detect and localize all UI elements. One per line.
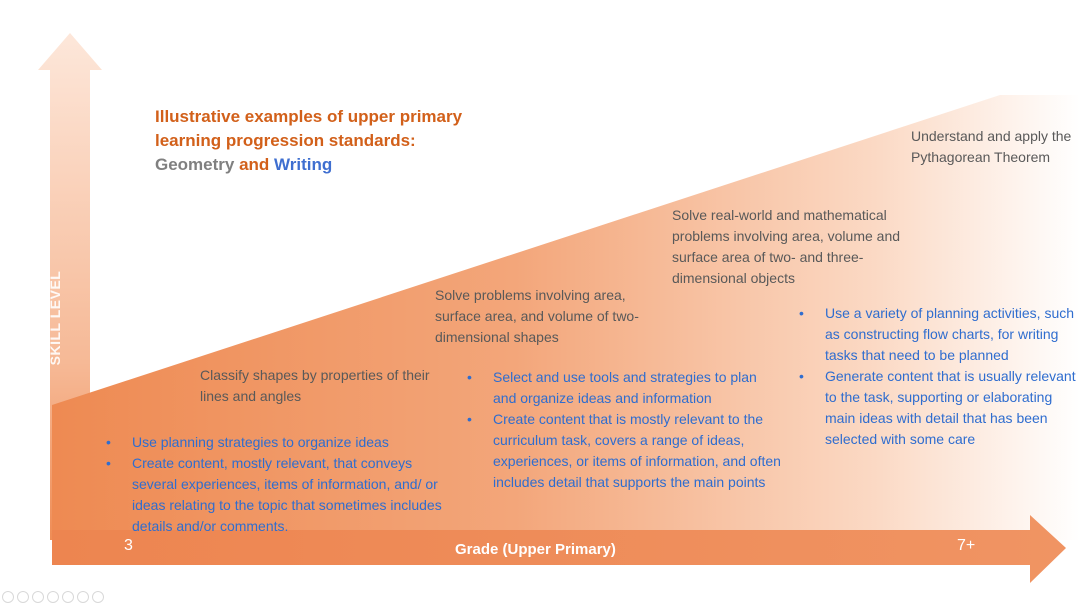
previous-slide-icon[interactable] xyxy=(2,591,14,603)
writing-standard-grade5-2: • Create content that is mostly relevant to the curriculum task, covers a range of ideas, experiences, or items of information, and often includes detail that supports the main points xyxy=(463,409,783,493)
writing-standard-grade7-2: • Generate content that is usually relevant to the task, supporting or elaborating main ideas with detail that has been selected with some care xyxy=(795,366,1077,450)
next-slide-icon[interactable] xyxy=(17,591,29,603)
title-writing: Writing xyxy=(274,155,333,174)
geometry-standard-2: Solve problems involving area, surface area, and volume of two-dimensional shapes xyxy=(435,287,639,345)
title-geometry: Geometry xyxy=(155,155,235,174)
writing-standards-grade5 xyxy=(463,367,783,493)
slide-controls xyxy=(2,591,104,603)
title-line-2: learning progression standards: xyxy=(155,131,416,150)
writing-standard-grade3-2: • Create content, mostly relevant, that conveys several experiences, items of information, and/ or ideas relating to the topic that sometimes includes details and/or comments. xyxy=(102,453,457,537)
title-line-3 xyxy=(155,153,462,177)
writing-standard-grade7-1: • Use a variety of planning activities, such as constructing flow charts, for writing tasks that need to be planned xyxy=(795,303,1077,366)
x-axis-label: Grade (Upper Primary) xyxy=(455,541,616,558)
title-line-1: Illustrative examples of upper primary xyxy=(155,107,463,126)
y-axis-label: SKILL LEVEL xyxy=(47,270,63,366)
writing-standards-grade7 xyxy=(795,303,1077,450)
grade-end-label: 7+ xyxy=(957,537,976,554)
geometry-standard-3: Solve real-world and mathematical problems involving area, volume and surface area of two- and three-dimensional objects xyxy=(672,207,901,286)
subtitle-icon[interactable] xyxy=(77,591,89,603)
grade-start-label: 3 xyxy=(124,537,133,554)
pen-icon[interactable] xyxy=(32,591,44,603)
writing-standard-grade3-1: • Use planning strategies to organize ideas xyxy=(102,432,457,453)
geometry-standard-4: Understand and apply the Pythagorean Theorem xyxy=(911,128,1072,165)
zoom-icon[interactable] xyxy=(62,591,74,603)
geometry-standard-1: Classify shapes by properties of their lines and angles xyxy=(200,367,430,404)
title-and: and xyxy=(234,155,275,174)
more-options-icon[interactable] xyxy=(92,591,104,603)
writing-standards-grade3 xyxy=(102,432,457,537)
diagram-title xyxy=(155,105,462,177)
writing-standard-grade5-1: • Select and use tools and strategies to plan and organize ideas and information xyxy=(463,367,783,409)
slides-icon[interactable] xyxy=(47,591,59,603)
